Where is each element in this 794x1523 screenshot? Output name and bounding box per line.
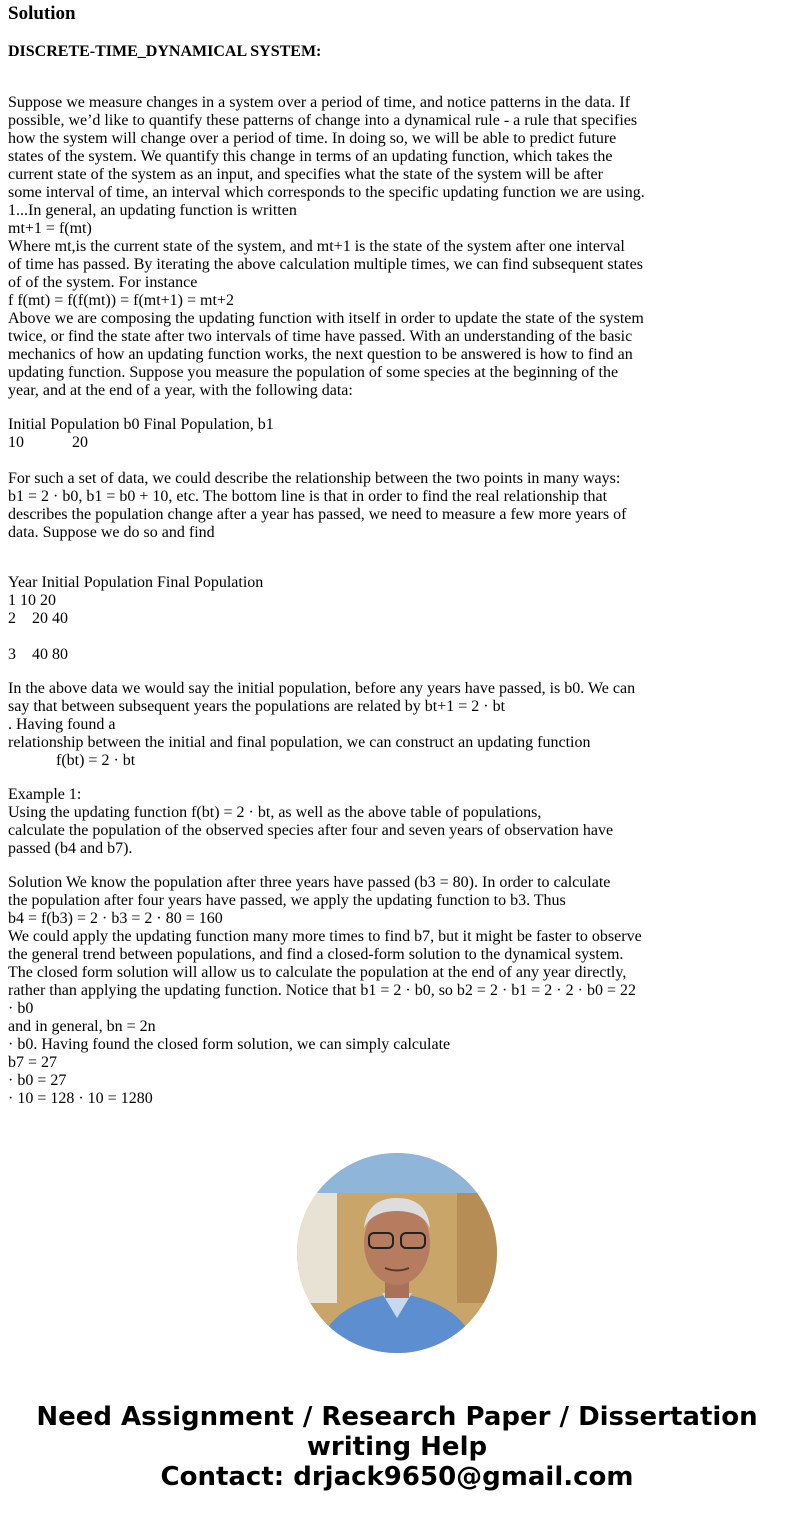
text-line: some interval of time, an interval which corresponds to the specific updating function we are using.: [8, 184, 645, 201]
text-line: 3 40 80: [8, 646, 68, 663]
text-line: Suppose we measure changes in a system over a period of time, and notice patterns in the data. If: [8, 94, 631, 111]
text-line: passed (b4 and b7).: [8, 840, 133, 857]
text-line: 1...In general, an updating function is written: [8, 202, 297, 219]
text-line: Where mt,is the current state of the system, and mt+1 is the state of the system after one interval: [8, 238, 625, 255]
footer-contact: Contact: drjack9650@gmail.com: [160, 1462, 634, 1492]
text-line: b7 = 27: [8, 1054, 58, 1071]
text-line: We could apply the updating function many more times to find b7, but it might be faster to observe: [8, 928, 642, 945]
text-line: twice, or find the state after two intervals of time have passed. With an understanding of the basic: [8, 328, 633, 345]
text-line: The closed form solution will allow us to calculate the population at the end of any year directly,: [8, 964, 627, 981]
text-line: of of the system. For instance: [8, 274, 198, 291]
intro-paragraph: [8, 94, 645, 400]
text-line: In the above data we would say the initial population, before any years have passed, is b0. We can: [8, 680, 636, 697]
text-line: rather than applying the updating function. Notice that b1 = 2 · b0, so b2 = 2 · b1 = 2 · 2 · b0 = 22: [8, 982, 636, 999]
text-line: For such a set of data, we could describe the relationship between the two points in many ways:: [8, 470, 621, 487]
text-line: data. Suppose we do so and find: [8, 524, 215, 541]
text-line: Initial Population b0 Final Population, b1: [8, 416, 274, 433]
text-line: Solution We know the population after three years have passed (b3 = 80). In order to calculate: [8, 874, 611, 891]
example-1: [8, 786, 613, 858]
text-line: year, and at the end of a year, with the following data:: [8, 382, 353, 399]
text-line: and in general, bn = 2n: [8, 1018, 156, 1035]
text-line: 10 20: [8, 434, 88, 451]
page-title: Solution: [8, 3, 76, 24]
text-line: b4 = f(b3) = 2 · b3 = 2 · 80 = 160: [8, 910, 223, 927]
text-line: calculate the population of the observed species after four and seven years of observation have: [8, 822, 614, 839]
contact-banner: [0, 1402, 794, 1492]
text-line: . Having found a: [8, 716, 116, 733]
relationship-paragraph: [8, 470, 626, 542]
updating-function-paragraph: [8, 680, 635, 770]
text-line: · b0. Having found the closed form solution, we can simply calculate: [8, 1036, 451, 1053]
text-line: · 10 = 128 · 10 = 1280: [8, 1090, 153, 1107]
footer-line: writing Help: [306, 1432, 488, 1462]
text-line: [8, 628, 263, 646]
text-line: of time has passed. By iterating the above calculation multiple times, we can find subsequent states: [8, 256, 643, 273]
text-line: Above we are composing the updating function with itself in order to update the state of the system: [8, 310, 644, 327]
text-line: b1 = 2 · b0, b1 = b0 + 10, etc. The bottom line is that in order to find the real relationship that: [8, 488, 608, 505]
text-line: · b0 = 27: [8, 1072, 67, 1089]
text-line: current state of the system as an input, and specifies what the state of the system will be after: [8, 166, 603, 183]
text-line: · b0: [8, 1000, 34, 1017]
text-line: f f(mt) = f(f(mt)) = f(mt+1) = mt+2: [8, 292, 234, 309]
text-line: Using the updating function f(bt) = 2 · bt, as well as the above table of populations,: [8, 804, 542, 821]
text-line: f(bt) = 2 · bt: [8, 752, 136, 769]
text-line: say that between subsequent years the populations are related by bt+1 = 2 · bt: [8, 698, 506, 715]
text-line: describes the population change after a year has passed, we need to measure a few more years of: [8, 506, 627, 523]
text-line: mt+1 = f(mt): [8, 220, 92, 237]
text-line: how the system will change over a period of time. In doing so, we will be able to predict future: [8, 130, 617, 147]
section-heading: DISCRETE-TIME_DYNAMICAL SYSTEM:: [8, 43, 322, 60]
text-line: 2 20 40: [8, 610, 68, 627]
population-table-1: [8, 416, 274, 452]
population-table-2: [8, 574, 263, 664]
text-line: 1 10 20: [8, 592, 56, 609]
text-line: possible, we’d like to quantify these patterns of change into a dynamical rule - a rule that specifies: [8, 112, 638, 129]
author-photo: [297, 1153, 497, 1353]
text-line: relationship between the initial and final population, we can construct an updating function: [8, 734, 591, 751]
text-line: Year Initial Population Final Population: [8, 574, 264, 591]
solution-paragraph: [8, 874, 642, 1108]
footer-line: Need Assignment / Research Paper / Dissertation: [36, 1402, 758, 1432]
text-line: Example 1:: [8, 786, 82, 803]
text-line: states of the system. We quantify this change in terms of an updating function, which takes the: [8, 148, 613, 165]
text-line: the general trend between populations, and find a closed-form solution to the dynamical system.: [8, 946, 624, 963]
text-line: the population after four years have passed, we apply the updating function to b3. Thus: [8, 892, 566, 909]
text-line: mechanics of how an updating function works, the next question to be answered is how to find an: [8, 346, 633, 363]
text-line: updating function. Suppose you measure the population of some species at the beginning of the: [8, 364, 619, 381]
